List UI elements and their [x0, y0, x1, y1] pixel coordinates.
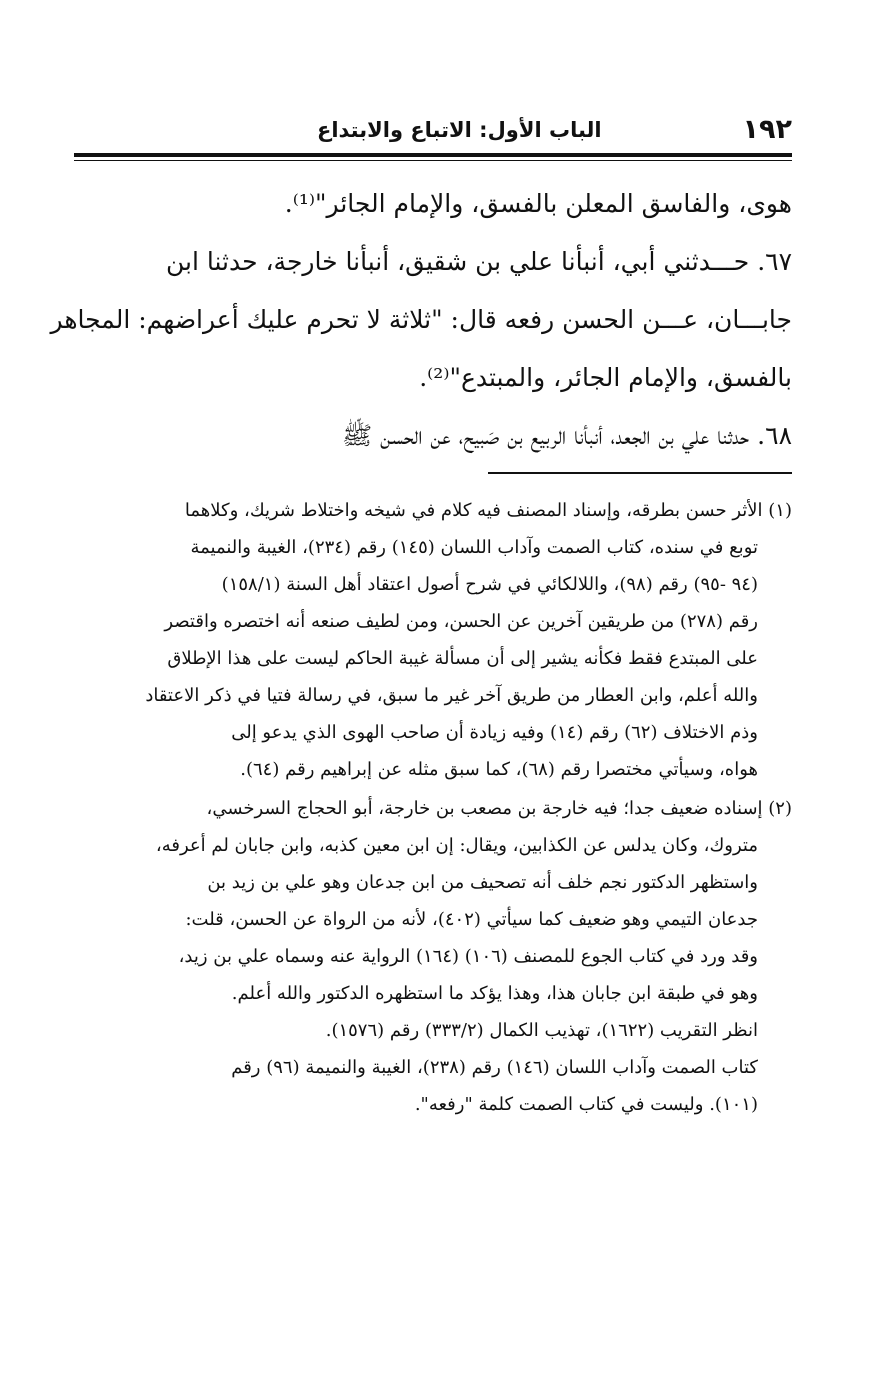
header-rule-thin [74, 160, 792, 161]
page-header [72, 112, 792, 152]
page-number: ١٩٢ [742, 114, 792, 145]
text-line: هوى، والفاسق المعلن بالفسق، والإمام الجائر"⁽¹⁾. [284, 189, 792, 218]
footnote-line: وذم الاختلاف (٦٢) رقم (١٤) وفيه زيادة أن صاحب الهوى الذي يدعو إلى [231, 722, 758, 743]
footnote-separator [488, 472, 792, 474]
footnotes [60, 492, 792, 1125]
footnote-line: رقم (٢٧٨) من طريقين آخرين عن الحسن، ومن لطيف صنعه أنه اختصره واقتصر [164, 611, 758, 632]
text-line: بالفسق، والإمام الجائر، والمبتدع"⁽²⁾. [419, 363, 792, 392]
footnote-line: انظر التقريب (١٦٢٢)، تهذيب الكمال (٣٣٣/٢) رقم (١٥٧٦). [325, 1020, 758, 1041]
footnote-line: توبع في سنده، كتاب الصمت وآداب اللسان (١٤٥) رقم (٢٣٤)، الغيبة والنميمة [190, 537, 758, 558]
footnote-line: (٢) إسناده ضعيف جدا؛ فيه خارجة بن مصعب بن خارجة، أبو الحجاج السرخسي، [206, 798, 792, 819]
header-rule-thick [74, 153, 792, 157]
footnote-line: (٩٤ -٩٥) رقم (٩٨)، واللالكائي في شرح أصول اعتقاد أهل السنة (١٥٨/١) [221, 574, 758, 595]
footnote-line: والله أعلم، وابن العطار من طريق آخر غير ما سبق، في رسالة فتيا في ذكر الاعتقاد [145, 685, 758, 706]
text-line: ٦٧. حـــدثني أبي، أنبأنا علي بن شقيق، أنبأنا خارجة، حدثنا ابن [165, 247, 792, 276]
text-line: ٦٨. حدثنا علي بن الجعد، أنبأنا الربيع بن صَبيح، عن الحسن ﷺ [341, 421, 792, 450]
footnote-line: هواه، وسيأتي مختصرا رقم (٦٨)، كما سبق مثله عن إبراهيم رقم (٦٤). [240, 759, 758, 780]
footnote-1 [60, 492, 792, 788]
main-text [50, 175, 792, 465]
footnote-line: وهو في طبقة ابن جابان هذا، وهذا يؤكد ما استظهره الدكتور والله أعلم. [231, 983, 758, 1004]
footnote-line: واستظهر الدكتور نجم خلف أنه تصحيف من ابن جدعان وهو علي بن زيد بن [207, 872, 758, 893]
footnote-line: على المبتدع فقط فكأنه يشير إلى أن مسألة غيبة الحاكم ليست على هذا الإطلاق [167, 648, 758, 669]
footnote-line: متروك، وكان يدلس عن الكذابين، ويقال: إن ابن معين كذبه، وابن جابان لم أعرفه، [155, 835, 758, 856]
text-line: جابـــان، عـــن الحسن رفعه قال: "ثلاثة لا تحرم عليك أعراضهم: المجاهر [50, 305, 792, 334]
footnote-line: كتاب الصمت وآداب اللسان (١٤٦) رقم (٢٣٨)، الغيبة والنميمة (٩٦) رقم [231, 1057, 758, 1078]
footnote-line: جدعان التيمي وهو ضعيف كما سيأتي (٤٠٢)، لأنه من الرواة عن الحسن، قلت: [185, 909, 758, 930]
footnote-line: وقد ورد في كتاب الجوع للمصنف (١٠٦) (١٦٤) الرواية عنه وسماه علي بن زيد، [178, 946, 758, 967]
footnote-line: (١) الأثر حسن بطرقه، وإسناد المصنف فيه كلام في شيخه واختلاط شريك، وكلاهما [184, 500, 792, 521]
footnote-2 [60, 790, 792, 1123]
footnote-line: (١٠١). وليست في كتاب الصمت كلمة "رفعه". [414, 1094, 758, 1115]
chapter-title: الباب الأول: الاتباع والابتداع [317, 118, 602, 142]
